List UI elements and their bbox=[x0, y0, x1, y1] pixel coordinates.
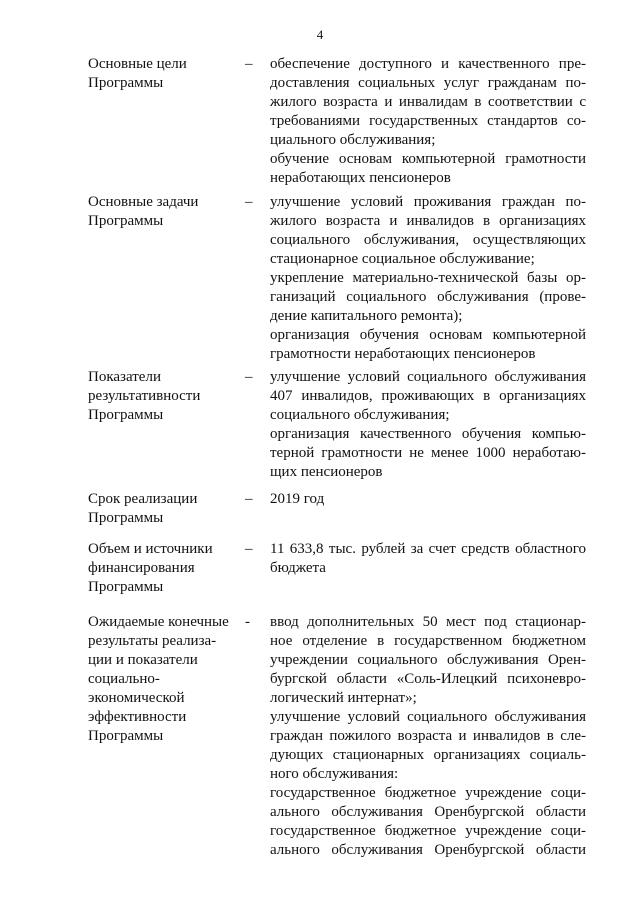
content-line: жилого возраста и инвалидам в соответствии с bbox=[270, 94, 586, 110]
label-line: Программы bbox=[88, 213, 164, 229]
label-line: результативности bbox=[88, 388, 201, 404]
label-line: экономической bbox=[88, 690, 185, 706]
content-line: грамотности неработающих пенсионеров bbox=[270, 346, 536, 362]
section-label bbox=[88, 55, 238, 93]
content-line: ганизаций социального обслуживания (прове- bbox=[270, 289, 586, 305]
content-line: бургской области «Соль-Илецкий психоневро- bbox=[270, 671, 586, 687]
content-line: 407 инвалидов, проживающих в организациях bbox=[270, 388, 586, 404]
label-line: Программы bbox=[88, 75, 164, 91]
content-line: учреждении социального обслуживания Орен- bbox=[270, 652, 586, 668]
section-content bbox=[270, 368, 586, 482]
section-dash: – bbox=[245, 369, 253, 385]
section-content bbox=[270, 613, 586, 860]
label-line: Программы bbox=[88, 579, 164, 595]
label-line: Срок реализации bbox=[88, 491, 198, 507]
section-label bbox=[88, 490, 238, 528]
content-line: неработающих пенсионеров bbox=[270, 170, 451, 186]
section-content bbox=[270, 490, 586, 509]
content-line: обеспечение доступного и качественного пре- bbox=[270, 56, 586, 72]
content-line: ное отделение в государственном бюджетном bbox=[270, 633, 586, 649]
content-line: щих пенсионеров bbox=[270, 464, 383, 480]
content-line: дующих стационарных организациях социаль- bbox=[270, 747, 586, 763]
content-line: государственное бюджетное учреждение соци- bbox=[270, 785, 586, 801]
section-content bbox=[270, 55, 586, 188]
content-line: ного обслуживания: bbox=[270, 766, 399, 782]
content-line: 11 633,8 тыс. рублей за счет средств областного bbox=[270, 541, 586, 557]
content-line: ального обслуживания Оренбургской области bbox=[270, 842, 586, 858]
label-line: социально- bbox=[88, 671, 160, 687]
content-line: терной грамотности не менее 1000 неработаю- bbox=[270, 445, 586, 461]
content-line: граждан пожилого возраста и инвалидов в сле- bbox=[270, 728, 586, 744]
content-line: улучшение условий проживания граждан по- bbox=[270, 194, 586, 210]
label-line: Программы bbox=[88, 510, 164, 526]
section-dash: - bbox=[245, 614, 250, 630]
section-label bbox=[88, 368, 238, 425]
content-line: улучшение условий социального обслуживания bbox=[270, 709, 586, 725]
label-line: Основные цели bbox=[88, 56, 187, 72]
content-line: 2019 год bbox=[270, 491, 325, 507]
content-line: доставления социальных услуг гражданам по- bbox=[270, 75, 586, 91]
label-line: Объем и источники bbox=[88, 541, 213, 557]
section-label bbox=[88, 613, 238, 746]
section-dash: – bbox=[245, 194, 253, 210]
page-number: 4 bbox=[316, 27, 324, 42]
section-dash: – bbox=[245, 541, 253, 557]
content-line: бюджета bbox=[270, 560, 326, 576]
content-line: государственное бюджетное учреждение соци- bbox=[270, 823, 586, 839]
label-line: Программы bbox=[88, 407, 164, 423]
label-line: Ожидаемые конечные bbox=[88, 614, 229, 630]
section-label bbox=[88, 193, 238, 231]
content-line: ввод дополнительных 50 мест под стационар- bbox=[270, 614, 586, 630]
label-line: эффективности bbox=[88, 709, 187, 725]
content-line: социального обслуживания; bbox=[270, 407, 450, 423]
section-dash: – bbox=[245, 491, 253, 507]
content-line: социального обслуживания, осуществляющих bbox=[270, 232, 586, 248]
section-dash: – bbox=[245, 56, 253, 72]
content-line: улучшение условий социального обслуживания bbox=[270, 369, 586, 385]
label-line: финансирования bbox=[88, 560, 195, 576]
label-line: результаты реализа- bbox=[88, 633, 217, 649]
content-line: ального обслуживания Оренбургской области bbox=[270, 804, 586, 820]
content-line: стационарное социальное обслуживание; bbox=[270, 251, 535, 267]
label-line: Программы bbox=[88, 728, 164, 744]
section-label bbox=[88, 540, 238, 597]
label-line: Основные задачи bbox=[88, 194, 199, 210]
section-content bbox=[270, 193, 586, 364]
content-line: дение капитального ремонта); bbox=[270, 308, 463, 324]
content-line: жилого возраста и инвалидов в организациях bbox=[270, 213, 586, 229]
content-line: обучение основам компьютерной грамотности bbox=[270, 151, 586, 167]
content-line: циального обслуживания; bbox=[270, 132, 436, 148]
label-line: Показатели bbox=[88, 369, 161, 385]
content-line: организация обучения основам компьютерной bbox=[270, 327, 586, 343]
content-line: укрепление материально-технической базы ор- bbox=[270, 270, 586, 286]
content-line: логический интернат»; bbox=[270, 690, 417, 706]
section-content bbox=[270, 540, 586, 578]
label-line: ции и показатели bbox=[88, 652, 198, 668]
content-line: требованиями государственных стандартов со- bbox=[270, 113, 586, 129]
content-line: организация качественного обучения компью- bbox=[270, 426, 586, 442]
